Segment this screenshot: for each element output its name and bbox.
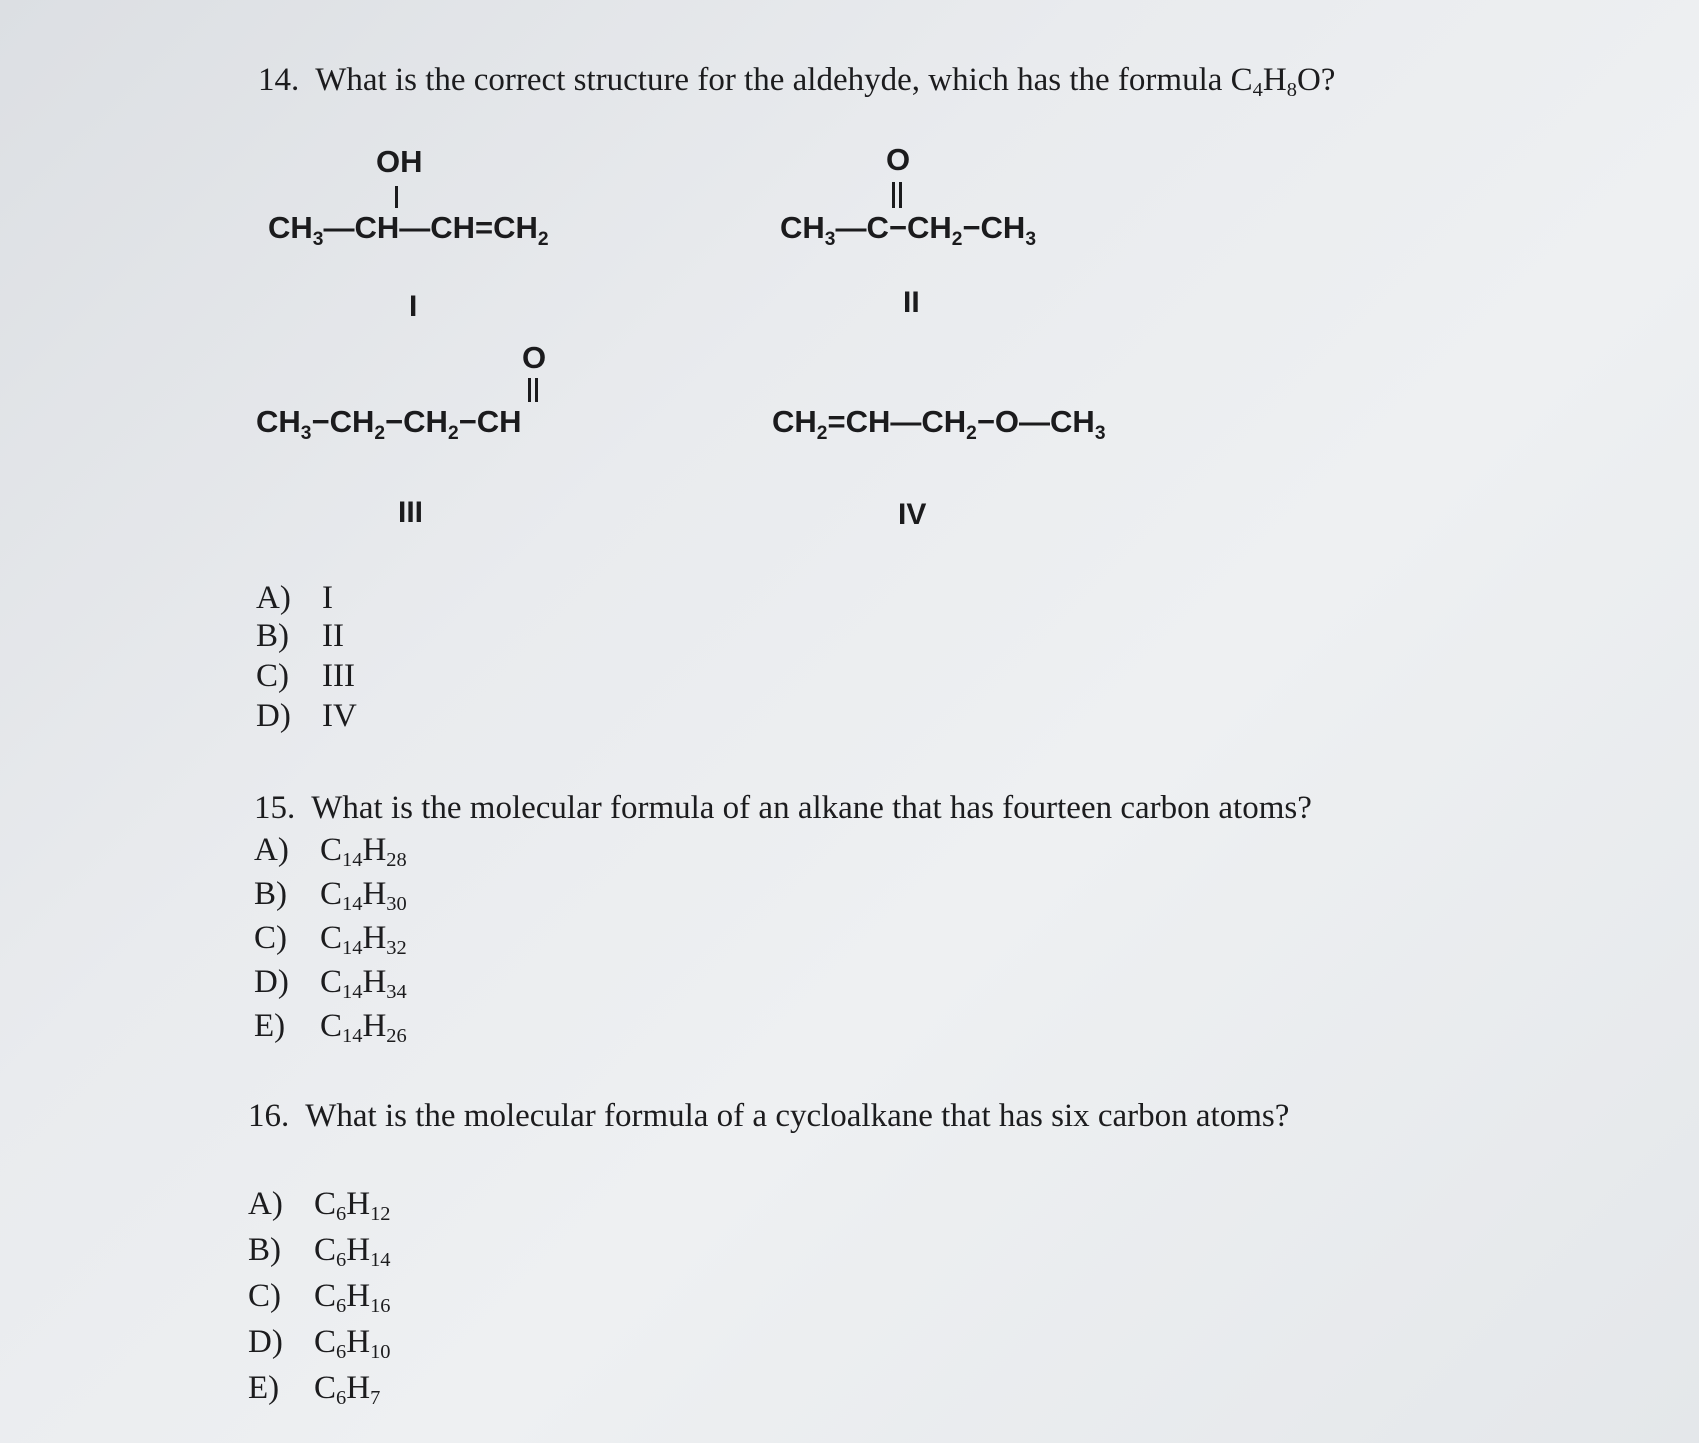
q16-option-a[interactable]: A) $C_6H_{12}$ [248,1186,391,1225]
question-text: What is the molecular formula of an alkane that has fourteen carbon atoms? [311,790,1312,826]
question-text: What is the molecular formula of a cycloalkane that has six carbon atoms? [305,1098,1290,1134]
structure-IV-label: IV [898,498,927,531]
q15-option-e[interactable]: E) $C_{14}H_{26}$ [254,1008,407,1047]
q15-option-a[interactable]: A) $C_{14}H_{28}$ [254,832,407,871]
q16-option-e[interactable]: E) $C_6H_7$ [248,1370,381,1409]
q15-option-c[interactable]: C) $C_{14}H_{32}$ [254,920,407,959]
question-text: What is the correct structure for the aldehyde, which has the formula C [315,62,1253,98]
question-number: 14. [258,62,300,98]
structure-II-double-bond [892,182,902,208]
structure-III-double-bond [528,378,538,402]
q14-option-c[interactable]: C) III [256,658,355,694]
question-14-title: 14. What is the correct structure for the aldehyde, which has the formula $C_4H_8O$? [258,62,1336,101]
question-number: 15. [254,790,296,826]
structure-IV-chain: $CH_2=CH—CH_2-O—CH_3$ [772,404,1106,444]
structure-I-label: I [409,290,418,323]
structure-II-label: II [903,286,920,319]
q14-option-d[interactable]: D) IV [256,698,357,734]
structure-I-single-bond [395,186,398,208]
structure-III-oxygen: O [522,340,547,375]
question-16-title [248,1098,1289,1135]
q16-option-d[interactable]: D) $C_6H_{10}$ [248,1324,391,1363]
q14-option-a[interactable]: A) I [256,580,333,616]
q16-option-c[interactable]: C) $C_6H_{16}$ [248,1278,391,1317]
q15-option-d[interactable]: D) $C_{14}H_{34}$ [254,964,407,1003]
question-15-title [254,790,1312,827]
structure-II-chain: $CH_3—C-CH_2-CH_3$ [780,210,1036,250]
question-number: 16. [248,1098,290,1134]
q14-option-b[interactable]: B) II [256,618,344,654]
structure-III-chain: $CH_3-CH_2-CH_2-CH$ [256,404,522,444]
structure-II-oxygen: O [886,142,911,177]
q16-option-b[interactable]: B) $C_6H_{14}$ [248,1232,391,1271]
structure-I-oh: OH [376,144,423,179]
q15-option-b[interactable]: B) $C_{14}H_{30}$ [254,876,407,915]
structure-III-label: III [398,496,424,529]
structure-I-chain: $CH_3—CH—CH=CH_2$ [268,210,549,250]
